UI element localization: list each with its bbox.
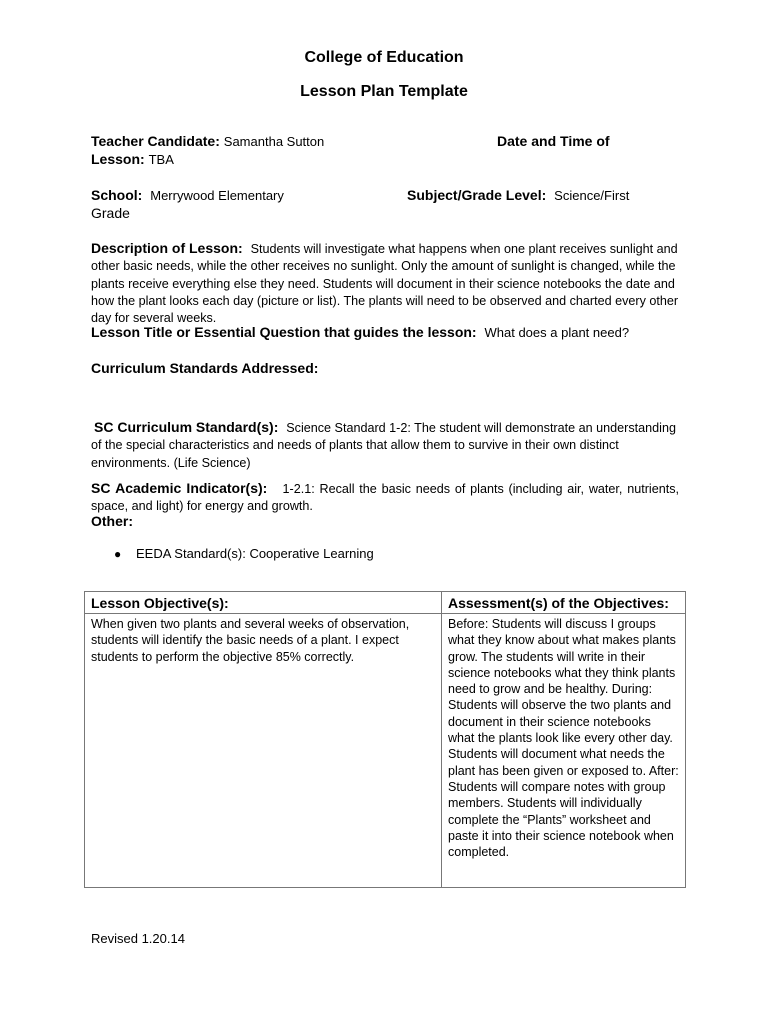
subject-grade-value-cont: Grade — [91, 205, 130, 221]
lesson-date-row — [91, 151, 174, 168]
eeda-bullet — [114, 545, 374, 562]
table-header-row — [85, 592, 686, 614]
teacher-candidate-value: Samantha Sutton — [223, 134, 325, 149]
curriculum-label: Curriculum Standards Addressed: — [91, 360, 319, 376]
school-row — [91, 187, 284, 204]
sc-standard-block — [91, 419, 679, 471]
sc-standard-text: Science Standard 1-2: The student will demonstrate an understanding of the special characteristics and needs of plants that allow them to survive in their own distinct environments. (Life Science) — [91, 421, 676, 470]
lesson-title-row — [91, 324, 629, 341]
school-label: School: — [91, 187, 143, 203]
document-title: College of Education — [304, 49, 464, 66]
sc-indicator-text: 1-2.1: Recall the basic needs of plants (including air, water, nutrients, space, and light) for energy and growth. — [91, 482, 680, 514]
revised-footer: Revised 1.20.14 — [91, 931, 185, 946]
objective-header: Lesson Objective(s): — [85, 592, 442, 614]
objective-cell: When given two plants and several weeks of observation, students will identify the basic needs of a plant. I expect students to perform the objective 85% correctly. — [85, 614, 442, 888]
school-value: Merrywood Elementary — [150, 188, 284, 203]
sc-indicator-label: SC Academic Indicator(s): — [91, 480, 268, 496]
assessment-header: Assessment(s) of the Objectives: — [442, 592, 686, 614]
other-label: Other: — [91, 513, 133, 529]
lesson-date-value: TBA — [148, 152, 174, 167]
assessment-cell: Before: Students will discuss I groups what they know about what makes plants grow. The students will write in their science notebooks what they think plants need to grow and be healthy. During: Students will observe the two plants and document in their science notebooks what the plants look like every other day. Students will document what needs the plant has been given or exposed to. After: Students will compare notes with group members. Students will individually complete the “Plants” worksheet and paste it into their science notebook when completed. — [442, 614, 686, 888]
subject-grade-label: Subject/Grade Level: — [407, 187, 547, 203]
sc-standard-label: SC Curriculum Standard(s): — [94, 419, 279, 435]
description-text: Students will investigate what happens when one plant receives sunlight and other basic needs, while the other receives no sunlight. Only the amount of sunlight is changed, while the plants receive everything else they need. Students will document in their science notebooks the date and how the plant looks each day (picture or list). The plants will need to be observed and charted every other day for several weeks. — [91, 242, 679, 326]
sc-indicator-block — [91, 480, 679, 515]
eeda-bullet-text: EEDA Standard(s): Cooperative Learning — [136, 546, 374, 561]
teacher-candidate-row — [91, 133, 324, 150]
table-row — [85, 614, 686, 888]
subject-grade-value: Science/First — [554, 188, 630, 203]
description-block — [91, 240, 679, 326]
objectives-table — [84, 591, 686, 888]
lesson-title-label: Lesson Title or Essential Question that guides the lesson: — [91, 324, 477, 340]
lesson-title-value: What does a plant need? — [484, 325, 630, 340]
document-subtitle: Lesson Plan Template — [300, 83, 468, 100]
teacher-candidate-label: Teacher Candidate: — [91, 133, 220, 149]
description-label: Description of Lesson: — [91, 240, 243, 256]
bullet-icon: ● — [114, 547, 122, 561]
lesson-date-label: Lesson: — [91, 151, 145, 167]
subject-grade-row — [407, 187, 629, 204]
date-time-label: Date and Time of — [497, 133, 610, 149]
